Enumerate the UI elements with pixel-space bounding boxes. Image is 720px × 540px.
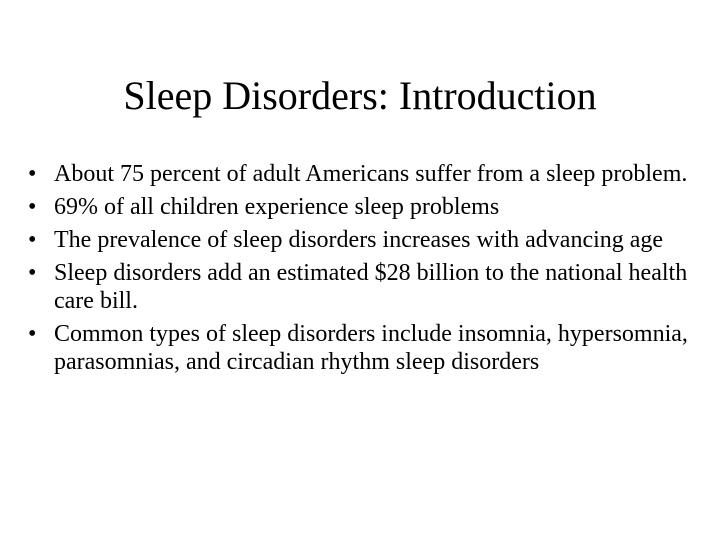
bullet-text: The prevalence of sleep disorders increases with advancing age	[54, 227, 664, 253]
bullet-text: About 75 percent of adult Americans suffer from a sleep problem.	[54, 161, 688, 187]
bullet-list	[28, 160, 700, 381]
bullet-marker: •	[28, 161, 37, 187]
bullet-marker: •	[28, 227, 37, 253]
bullet-item	[28, 320, 700, 376]
bullet-item	[28, 226, 700, 254]
bullet-marker: •	[28, 194, 37, 220]
bullet-text: Sleep disorders add an estimated $28 billion to the national health care bill.	[54, 260, 688, 314]
bullet-item	[28, 259, 700, 315]
slide-title: Sleep Disorders: Introduction	[123, 73, 597, 118]
bullet-text: 69% of all children experience sleep problems	[54, 194, 500, 220]
bullet-marker: •	[28, 260, 37, 286]
bullet-item	[28, 193, 700, 221]
bullet-marker: •	[28, 321, 37, 347]
bullet-item	[28, 160, 700, 188]
bullet-text: Common types of sleep disorders include insomnia, hypersomnia, parasomnias, and circadian rhythm sleep disorders	[54, 321, 688, 375]
